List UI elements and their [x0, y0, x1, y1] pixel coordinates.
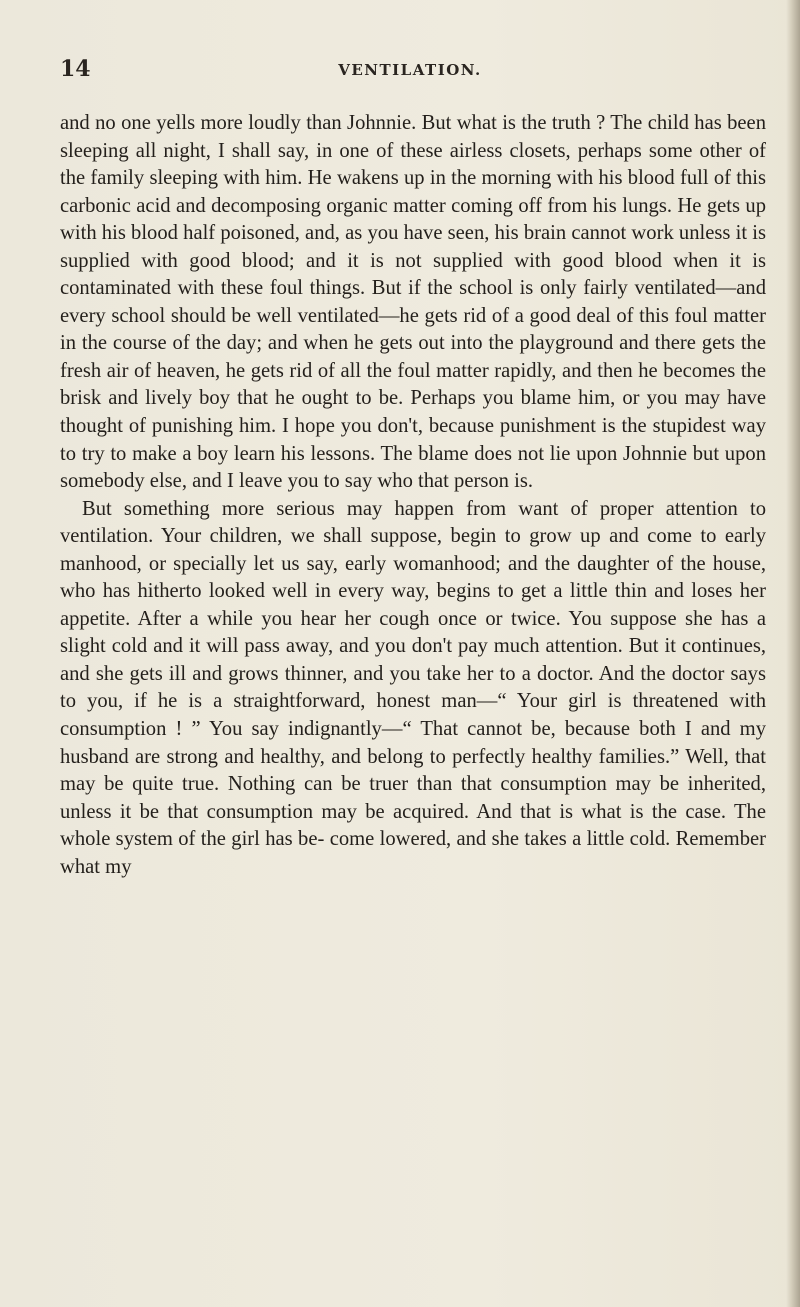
page-edge-shadow — [786, 0, 800, 1307]
page-number: 14 — [60, 56, 91, 82]
body-text — [60, 110, 766, 881]
running-head: VENTILATION. — [338, 61, 482, 79]
page-header — [60, 56, 760, 86]
paragraph: But something more serious may happen from want of proper attention to ventilation. Your children, we shall suppose, begin to grow up and come to early manhood, or specially let us say, early womanhood; and the daughter of the house, who has hitherto looked well in every way, begins to get a little thin and loses her appetite. After a while you hear her cough once or twice. You suppose she has a slight cold and it will pass away, and you don't pay much attention. But it continues, and she gets ill and grows thinner, and you take her to a doctor. And the doctor says to you, if he is a straightforward, honest man—“ Your girl is threatened with consumption ! ” You say indignantly—“ That cannot be, because both I and my husband are strong and healthy, and belong to perfectly healthy families.” Well, that may be quite true. Nothing can be truer than that consumption may be inherited, unless it be that consumption may be acquired. And that is what is the case. The whole system of the girl has be- come lowered, and she takes a little cold. Remember what my — [60, 497, 766, 878]
paragraph: and no one yells more loudly than Johnnie. But what is the truth ? The child has been sleeping all night, I shall say, in one of these airless closets, perhaps some other of the family sleeping with him. He wakens up in the morning with his blood full of this carbonic acid and decomposing organic matter coming off from his lungs. He gets up with his blood half poisoned, and, as you have seen, his brain cannot work unless it is supplied with good blood; and it is not supplied with good blood when it is contaminated with these foul things. But if the school is only fairly ventilated—and every school should be well ventilated—he gets rid of a good deal of this foul matter in the course of the day; and when he gets out into the playground and there gets the fresh air of heaven, he gets rid of all the foul matter rapidly, and then he becomes the brisk and lively boy that he ought to be. Perhaps you blame him, or you may have thought of punishing him. I hope you don't, because punishment is the stupidest way to try to make a boy learn his lessons. The blame does not lie upon Johnnie but upon somebody else, and I leave you to say who that person is. — [60, 112, 766, 493]
